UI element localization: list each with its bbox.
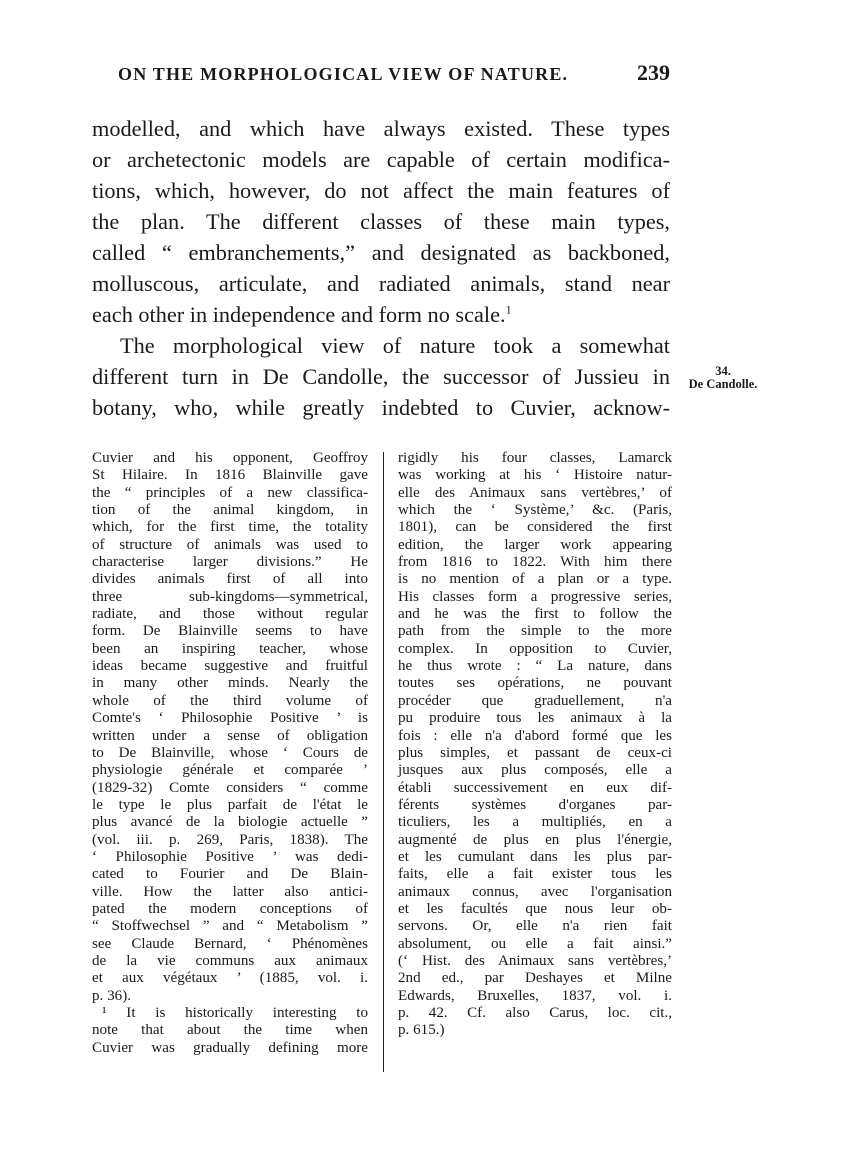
margin-note-label: De Candolle. [688,377,758,391]
footnote-line: 2nd ed., par Deshayes et Milne [398,970,672,987]
footnote-line: de la vie communs aux animaux [92,952,368,969]
footnote-line: elle des Animaux sans vertèbres,’ of [398,484,672,501]
footnote-line: which, for the first time, the totality [92,519,368,536]
footnote-line: 1801), can be considered the first [398,519,672,536]
footnote-line: cated to Fourier and De Blain- [92,866,368,883]
footnote-line: form. De Blainville seems to have [92,623,368,640]
margin-note-number: 34. [715,364,731,378]
footnote-line: radiate, and those without regular [92,606,368,623]
footnote-line: ¹ It is historically interesting to [102,1005,368,1021]
footnote-line: St Hilaire. In 1816 Blainville gave [92,467,368,484]
body-line: modelled, and which have always existed. These types [92,116,670,141]
footnote-line: fois : elle n'a d'abord formé que les [398,727,672,744]
footnote-line: whole of the third volume of [92,692,368,709]
footnote-line: augmenté de plus en plus l'énergie, [398,831,672,848]
footnote-line: ‘ Philosophie Positive ’ was dedi- [92,848,368,865]
footnote-line: in many other minds. Nearly the [92,675,368,692]
footnote-line: written under a sense of obligation [92,727,368,744]
body-line: botany, who, while greatly indebted to Cuvier, acknow- [92,395,670,420]
footnote-line: to De Blainville, whose ‘ Cours de [92,744,368,761]
footnote-line: animaux connus, avec l'organisation [398,883,672,900]
footnote-line: and he was the first to follow the [398,606,672,623]
footnote-line: rigidly his four classes, Lamarck [398,450,672,466]
body-line: or archetectonic models are capable of certain modifica- [92,147,670,172]
page-header [118,60,670,90]
footnote-line: jusques aux plus composés, elle a [398,762,672,779]
footnote-line: toutes ses opérations, ne pouvant [398,675,672,692]
footnote-line: et aux végétaux ’ (1885, vol. i. [92,970,368,987]
footnote-line: note that about the time when [92,1022,368,1039]
footnote-line: p. 615.) [398,1022,445,1039]
footnote-line: the “ principles of a new classifica- [92,484,368,501]
footnote-line: et les facultés que nous leur ob- [398,900,672,917]
footnote-line: been an inspiring teacher, whose [92,640,368,657]
footnote-line: divides animals first of all into [92,571,368,588]
footnote-line: établi successivement en eux dif- [398,779,672,796]
footnote-line: ideas became suggestive and fruitful [92,658,368,675]
body-line [92,299,670,330]
footnote-line: faits, elle a fait exister tous les [398,866,672,883]
footnote-line: servons. Or, elle n'a rien fait [398,918,672,935]
footnote-column-right [398,450,672,1040]
footnote-line: see Claude Bernard, ‘ Phénomènes [92,935,368,952]
body-line: tions, which, however, do not affect the main features of [92,178,670,203]
footnote-line: (‘ Hist. des Animaux sans vertèbres,’ [398,952,672,969]
footnote-line: (1829-32) Comte considers “ comme [92,779,368,796]
page-number: 239 [637,60,670,85]
body-line: different turn in De Candolle, the successor of Jussieu in [92,364,670,389]
margin-note [678,365,768,391]
footnote-line: ville. How the latter also antici- [92,883,368,900]
footnote-line: of structure of animals was used to [92,536,368,553]
footnote-line: tion of the animal kingdom, in [92,502,368,519]
footnote-line: Comte's ‘ Philosophie Positive ’ is [92,710,368,727]
footnote-line: complex. In opposition to Cuvier, [398,640,672,657]
footnote-line: Edwards, Bruxelles, 1837, vol. i. [398,987,672,1004]
footnote-line: férents systèmes d'organes par- [398,796,672,813]
body-line: The morphological view of nature took a somewhat [120,333,670,358]
body-line: the plan. The different classes of these main types, [92,209,670,234]
body-line-text: each other in independence and form no scale. [92,302,506,327]
body-line: molluscous, articulate, and radiated animals, stand near [92,271,670,296]
footnote-line: His classes form a progressive series, [398,588,672,605]
footnote-line: procéder que graduellement, n'a [398,692,672,709]
footnote-line: absolument, ou elle a fait ainsi.” [398,935,672,952]
footnote-line: from 1816 to 1822. With him there [398,554,672,571]
footnote-marker: 1 [505,302,512,317]
footnote-line: edition, the larger work appearing [398,536,672,553]
column-divider [383,452,384,1072]
footnote-line: p. 42. Cf. also Carus, loc. cit., [398,1005,672,1021]
footnote-column-left [92,450,368,1057]
footnote-line: (vol. iii. p. 269, Paris, 1838). The [92,831,368,848]
body-text [92,113,670,423]
footnote-line: ticuliers, les a multipliés, en a [398,814,672,831]
body-line: called “ embranchements,” and designated as backboned, [92,240,670,265]
footnote-line: le type le plus parfait de l'état le [92,796,368,813]
running-head: ON THE MORPHOLOGICAL VIEW OF NATURE. [118,64,569,84]
footnote-line: pu produire tous les animaux à la [398,710,672,727]
footnote-line: pated the modern conceptions of [92,900,368,917]
footnote-line: characterise larger divisions.” He [92,554,368,571]
footnote-line: plus simples, et passant de ceux-ci [398,744,672,761]
footnote-line: plus avancé de la biologie actuelle ” [92,814,368,831]
footnote-line: Cuvier was gradually defining more [92,1039,368,1056]
footnote-line: three sub-kingdoms—symmetrical, [92,588,368,605]
footnote-line: “ Stoffwechsel ” and “ Metabolism ” [92,918,368,935]
footnote-line: he thus wrote : “ La nature, dans [398,658,672,675]
footnote-line: is no mention of a plan or a type. [398,571,672,588]
footnote-line: path from the simple to the more [398,623,672,640]
footnote-line: was working at his ‘ Histoire natur- [398,467,672,484]
footnote-line: which the ‘ Système,’ &c. (Paris, [398,502,672,519]
footnote-line: p. 36). [92,987,131,1004]
footnote-line: et les cumulant dans les plus par- [398,848,672,865]
footnote-line: physiologie générale et comparée ’ [92,762,368,779]
footnote-line: Cuvier and his opponent, Geoffroy [92,450,368,466]
